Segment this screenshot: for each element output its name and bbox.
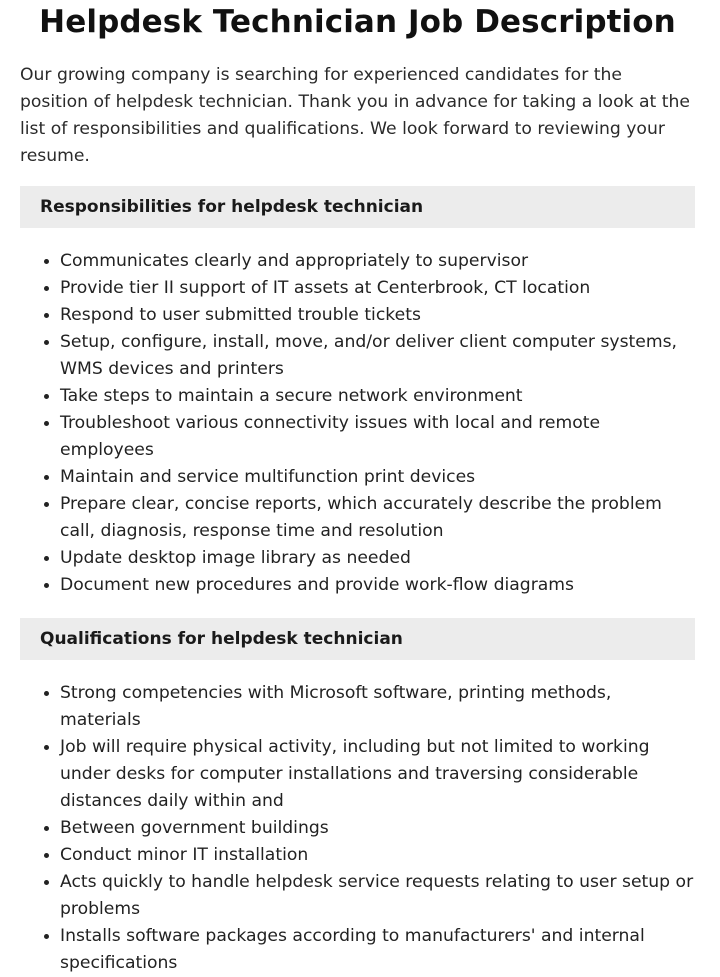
list-item: • Respond to user submitted trouble tickets bbox=[60, 302, 695, 329]
list-item: • Acts quickly to handle helpdesk service requests relating to user setup or problems bbox=[60, 869, 695, 923]
list-item: • Conduct minor IT installation bbox=[60, 842, 695, 869]
responsibilities-section-header bbox=[20, 186, 695, 228]
list-item: • Maintain and service multifunction print devices bbox=[60, 464, 695, 491]
qualifications-section-header bbox=[20, 618, 695, 660]
list-item: • Setup, configure, install, move, and/or deliver client computer systems, WMS devices and printers bbox=[60, 329, 695, 383]
qualifications-list bbox=[20, 680, 695, 977]
list-item: • Provide tier II support of IT assets at Centerbrook, CT location bbox=[60, 275, 695, 302]
list-item: • Strong competencies with Microsoft software, printing methods, materials bbox=[60, 680, 695, 734]
responsibilities-list bbox=[20, 248, 695, 599]
responsibilities-heading: Responsibilities for helpdesk technician bbox=[40, 197, 424, 217]
list-item: • Update desktop image library as needed bbox=[60, 545, 695, 572]
intro-paragraph: Our growing company is searching for experienced candidates for the position of helpdesk technician. Thank you in advance for taking a look at the list of responsibilities and qualifications. We look forward to reviewing your resume. bbox=[20, 65, 690, 166]
qualifications-heading: Qualifications for helpdesk technician bbox=[40, 629, 403, 649]
list-item: • Troubleshoot various connectivity issues with local and remote employees bbox=[60, 410, 695, 464]
page-title: Helpdesk Technician Job Description bbox=[39, 4, 676, 40]
list-item: • Prepare clear, concise reports, which accurately describe the problem call, diagnosis, response time and resolution bbox=[60, 491, 695, 545]
list-item: • Take steps to maintain a secure network environment bbox=[60, 383, 695, 410]
list-item: • Job will require physical activity, including but not limited to working under desks for computer installations and traversing considerable distances daily within and bbox=[60, 734, 695, 815]
list-item: • Installs software packages according to manufacturers' and internal specifications bbox=[60, 923, 695, 977]
list-item: • Document new procedures and provide work-flow diagrams bbox=[60, 572, 695, 599]
list-item: • Communicates clearly and appropriately to supervisor bbox=[60, 248, 695, 275]
list-item: • Between government buildings bbox=[60, 815, 695, 842]
